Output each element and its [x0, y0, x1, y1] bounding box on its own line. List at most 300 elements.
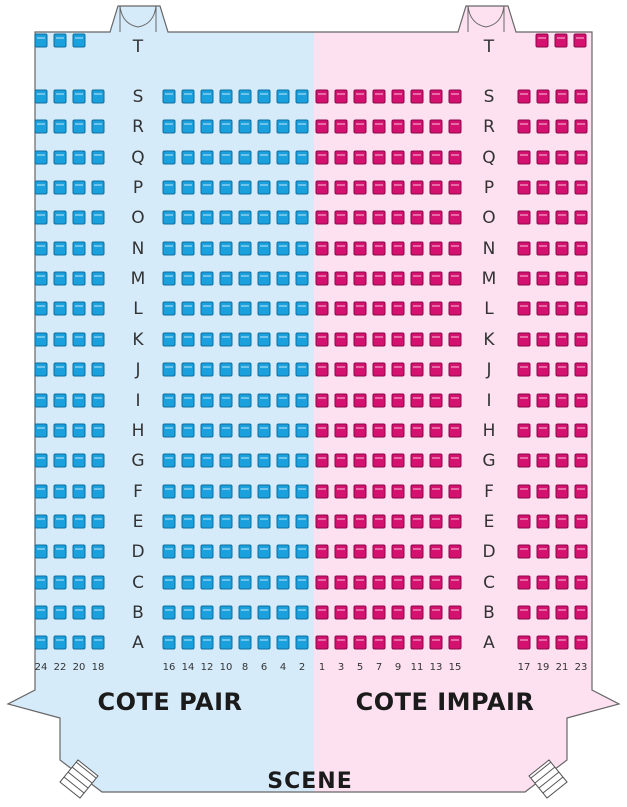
seat-L-even-center-1[interactable] [163, 302, 175, 315]
seat-L-even-center-5[interactable] [239, 302, 251, 315]
seat-L-odd-outer-4[interactable] [575, 302, 587, 315]
seat-H-even-outer-3[interactable] [73, 424, 85, 437]
seat-H-even-center-4[interactable] [220, 424, 232, 437]
seat-P-odd-center-4[interactable] [373, 181, 385, 194]
seat-K-odd-center-8[interactable] [449, 333, 461, 346]
seat-N-even-outer-3[interactable] [73, 242, 85, 255]
seat-I-odd-outer-2[interactable] [537, 394, 549, 407]
seat-C-even-center-5[interactable] [239, 576, 251, 589]
seat-R-even-center-1[interactable] [163, 120, 175, 133]
seat-Q-odd-outer-1[interactable] [518, 151, 530, 164]
seat-L-even-outer-2[interactable] [54, 302, 66, 315]
seat-P-even-center-2[interactable] [182, 181, 194, 194]
seat-S-odd-center-6[interactable] [411, 90, 423, 103]
seat-B-odd-center-2[interactable] [335, 606, 347, 619]
seat-D-odd-center-6[interactable] [411, 545, 423, 558]
seat-L-even-center-8[interactable] [296, 302, 308, 315]
seat-Q-even-center-4[interactable] [220, 151, 232, 164]
seat-R-even-outer-4[interactable] [92, 120, 104, 133]
seat-L-even-center-4[interactable] [220, 302, 232, 315]
seat-A-even-outer-2[interactable] [54, 636, 66, 649]
seat-Q-odd-center-8[interactable] [449, 151, 461, 164]
seat-P-odd-center-7[interactable] [430, 181, 442, 194]
seat-H-odd-center-4[interactable] [373, 424, 385, 437]
seat-H-odd-center-6[interactable] [411, 424, 423, 437]
seat-E-odd-center-2[interactable] [335, 515, 347, 528]
seat-R-odd-center-8[interactable] [449, 120, 461, 133]
seat-S-odd-center-2[interactable] [335, 90, 347, 103]
seat-B-odd-center-4[interactable] [373, 606, 385, 619]
seat-J-even-outer-1[interactable] [35, 363, 47, 376]
seat-L-even-center-6[interactable] [258, 302, 270, 315]
seat-T-left-2[interactable] [54, 34, 66, 47]
seat-B-even-outer-4[interactable] [92, 606, 104, 619]
seat-J-even-center-7[interactable] [277, 363, 289, 376]
seat-E-even-outer-4[interactable] [92, 515, 104, 528]
seat-M-odd-center-3[interactable] [354, 272, 366, 285]
seat-I-even-center-5[interactable] [239, 394, 251, 407]
seat-L-even-outer-4[interactable] [92, 302, 104, 315]
seat-R-odd-outer-3[interactable] [556, 120, 568, 133]
seat-M-even-center-7[interactable] [277, 272, 289, 285]
seat-C-odd-outer-3[interactable] [556, 576, 568, 589]
seat-N-even-center-7[interactable] [277, 242, 289, 255]
seat-E-odd-outer-4[interactable] [575, 515, 587, 528]
seat-B-even-center-4[interactable] [220, 606, 232, 619]
seat-C-even-center-4[interactable] [220, 576, 232, 589]
seat-S-even-center-4[interactable] [220, 90, 232, 103]
seat-B-even-center-2[interactable] [182, 606, 194, 619]
seat-R-even-outer-2[interactable] [54, 120, 66, 133]
seat-C-even-center-3[interactable] [201, 576, 213, 589]
seat-A-odd-center-3[interactable] [354, 636, 366, 649]
seat-G-odd-outer-1[interactable] [518, 454, 530, 467]
seat-C-odd-center-4[interactable] [373, 576, 385, 589]
seat-M-odd-outer-2[interactable] [537, 272, 549, 285]
seat-H-even-center-2[interactable] [182, 424, 194, 437]
seat-D-even-center-5[interactable] [239, 545, 251, 558]
seat-I-odd-center-7[interactable] [430, 394, 442, 407]
seat-Q-even-center-1[interactable] [163, 151, 175, 164]
seat-A-even-center-4[interactable] [220, 636, 232, 649]
seat-N-odd-center-4[interactable] [373, 242, 385, 255]
seat-G-odd-outer-4[interactable] [575, 454, 587, 467]
seat-L-odd-center-4[interactable] [373, 302, 385, 315]
seat-A-even-center-1[interactable] [163, 636, 175, 649]
seat-H-odd-outer-2[interactable] [537, 424, 549, 437]
seat-L-odd-center-7[interactable] [430, 302, 442, 315]
seat-H-odd-center-5[interactable] [392, 424, 404, 437]
seat-G-even-center-4[interactable] [220, 454, 232, 467]
seat-M-odd-center-1[interactable] [316, 272, 328, 285]
seat-J-even-center-3[interactable] [201, 363, 213, 376]
seat-J-odd-center-8[interactable] [449, 363, 461, 376]
seat-O-odd-center-3[interactable] [354, 211, 366, 224]
seat-M-odd-center-2[interactable] [335, 272, 347, 285]
seat-K-odd-center-3[interactable] [354, 333, 366, 346]
seat-E-odd-center-4[interactable] [373, 515, 385, 528]
seat-R-odd-center-7[interactable] [430, 120, 442, 133]
seat-B-odd-outer-4[interactable] [575, 606, 587, 619]
seat-J-odd-outer-3[interactable] [556, 363, 568, 376]
seat-B-odd-outer-1[interactable] [518, 606, 530, 619]
seat-I-even-outer-4[interactable] [92, 394, 104, 407]
seat-S-even-center-3[interactable] [201, 90, 213, 103]
seat-D-even-center-7[interactable] [277, 545, 289, 558]
seat-A-odd-outer-1[interactable] [518, 636, 530, 649]
seat-E-odd-center-8[interactable] [449, 515, 461, 528]
seat-L-even-outer-1[interactable] [35, 302, 47, 315]
seat-I-even-center-2[interactable] [182, 394, 194, 407]
seat-P-even-center-6[interactable] [258, 181, 270, 194]
seat-N-even-center-3[interactable] [201, 242, 213, 255]
seat-S-odd-outer-2[interactable] [537, 90, 549, 103]
seat-P-odd-outer-4[interactable] [575, 181, 587, 194]
seat-A-even-outer-3[interactable] [73, 636, 85, 649]
seat-L-odd-center-1[interactable] [316, 302, 328, 315]
seat-N-odd-outer-2[interactable] [537, 242, 549, 255]
seat-L-odd-outer-3[interactable] [556, 302, 568, 315]
seat-D-odd-center-3[interactable] [354, 545, 366, 558]
seat-M-even-center-4[interactable] [220, 272, 232, 285]
seat-N-odd-center-6[interactable] [411, 242, 423, 255]
seat-S-even-center-2[interactable] [182, 90, 194, 103]
seat-D-odd-outer-4[interactable] [575, 545, 587, 558]
seat-C-odd-center-7[interactable] [430, 576, 442, 589]
seat-F-even-center-6[interactable] [258, 485, 270, 498]
seat-Q-odd-center-3[interactable] [354, 151, 366, 164]
seat-O-even-center-3[interactable] [201, 211, 213, 224]
seat-R-even-center-5[interactable] [239, 120, 251, 133]
seat-E-odd-center-3[interactable] [354, 515, 366, 528]
seat-K-even-outer-3[interactable] [73, 333, 85, 346]
seat-K-odd-outer-1[interactable] [518, 333, 530, 346]
seat-H-even-outer-4[interactable] [92, 424, 104, 437]
seat-O-even-outer-2[interactable] [54, 211, 66, 224]
seat-R-odd-center-5[interactable] [392, 120, 404, 133]
seat-N-even-center-6[interactable] [258, 242, 270, 255]
seat-J-odd-center-7[interactable] [430, 363, 442, 376]
seat-P-even-outer-4[interactable] [92, 181, 104, 194]
seat-A-odd-outer-2[interactable] [537, 636, 549, 649]
seat-H-odd-center-8[interactable] [449, 424, 461, 437]
seat-F-even-outer-3[interactable] [73, 485, 85, 498]
seat-D-odd-outer-2[interactable] [537, 545, 549, 558]
seat-I-even-center-1[interactable] [163, 394, 175, 407]
seat-D-even-center-1[interactable] [163, 545, 175, 558]
seat-G-even-center-2[interactable] [182, 454, 194, 467]
seat-J-even-outer-3[interactable] [73, 363, 85, 376]
seat-O-odd-outer-3[interactable] [556, 211, 568, 224]
seat-D-odd-center-4[interactable] [373, 545, 385, 558]
seat-F-even-outer-4[interactable] [92, 485, 104, 498]
seat-D-odd-center-7[interactable] [430, 545, 442, 558]
seat-J-even-center-4[interactable] [220, 363, 232, 376]
seat-R-even-center-4[interactable] [220, 120, 232, 133]
seat-B-even-center-8[interactable] [296, 606, 308, 619]
seat-R-odd-outer-4[interactable] [575, 120, 587, 133]
seat-Q-odd-center-6[interactable] [411, 151, 423, 164]
seat-T-right-1[interactable] [536, 34, 548, 47]
seat-E-even-outer-3[interactable] [73, 515, 85, 528]
seat-F-even-center-3[interactable] [201, 485, 213, 498]
seat-Q-odd-center-1[interactable] [316, 151, 328, 164]
seat-I-even-outer-1[interactable] [35, 394, 47, 407]
seat-F-odd-center-3[interactable] [354, 485, 366, 498]
seat-E-even-center-7[interactable] [277, 515, 289, 528]
seat-M-even-outer-4[interactable] [92, 272, 104, 285]
seat-M-odd-center-6[interactable] [411, 272, 423, 285]
seat-H-odd-outer-4[interactable] [575, 424, 587, 437]
seat-S-odd-center-5[interactable] [392, 90, 404, 103]
seat-P-even-outer-3[interactable] [73, 181, 85, 194]
seat-D-odd-center-1[interactable] [316, 545, 328, 558]
seat-D-even-center-3[interactable] [201, 545, 213, 558]
seat-D-even-outer-3[interactable] [73, 545, 85, 558]
seat-T-right-3[interactable] [574, 34, 586, 47]
seat-N-even-center-4[interactable] [220, 242, 232, 255]
seat-B-odd-center-3[interactable] [354, 606, 366, 619]
seat-K-even-center-2[interactable] [182, 333, 194, 346]
seat-R-odd-center-3[interactable] [354, 120, 366, 133]
seat-P-odd-center-1[interactable] [316, 181, 328, 194]
seat-L-odd-center-8[interactable] [449, 302, 461, 315]
seat-G-even-outer-1[interactable] [35, 454, 47, 467]
seat-J-odd-center-1[interactable] [316, 363, 328, 376]
seat-C-odd-outer-2[interactable] [537, 576, 549, 589]
seat-A-odd-center-8[interactable] [449, 636, 461, 649]
seat-J-odd-center-3[interactable] [354, 363, 366, 376]
seat-K-even-center-5[interactable] [239, 333, 251, 346]
seat-J-odd-outer-1[interactable] [518, 363, 530, 376]
seat-D-even-outer-4[interactable] [92, 545, 104, 558]
seat-P-odd-outer-2[interactable] [537, 181, 549, 194]
seat-K-even-center-3[interactable] [201, 333, 213, 346]
seat-I-odd-outer-1[interactable] [518, 394, 530, 407]
seat-E-odd-outer-2[interactable] [537, 515, 549, 528]
seat-F-odd-center-7[interactable] [430, 485, 442, 498]
seat-K-even-center-6[interactable] [258, 333, 270, 346]
seat-P-odd-center-2[interactable] [335, 181, 347, 194]
seat-C-odd-outer-1[interactable] [518, 576, 530, 589]
seat-L-even-center-2[interactable] [182, 302, 194, 315]
seat-Q-even-center-3[interactable] [201, 151, 213, 164]
seat-R-odd-center-4[interactable] [373, 120, 385, 133]
seat-R-odd-outer-2[interactable] [537, 120, 549, 133]
seat-B-odd-center-1[interactable] [316, 606, 328, 619]
seat-M-odd-outer-1[interactable] [518, 272, 530, 285]
seat-H-even-center-1[interactable] [163, 424, 175, 437]
seat-C-even-center-6[interactable] [258, 576, 270, 589]
seat-E-even-center-8[interactable] [296, 515, 308, 528]
seat-F-even-center-8[interactable] [296, 485, 308, 498]
seat-K-odd-center-1[interactable] [316, 333, 328, 346]
seat-J-odd-center-2[interactable] [335, 363, 347, 376]
seat-G-odd-outer-3[interactable] [556, 454, 568, 467]
seat-R-odd-center-1[interactable] [316, 120, 328, 133]
seat-L-odd-center-5[interactable] [392, 302, 404, 315]
seat-F-odd-center-8[interactable] [449, 485, 461, 498]
seat-H-even-outer-2[interactable] [54, 424, 66, 437]
seat-P-even-outer-1[interactable] [35, 181, 47, 194]
seat-O-even-center-6[interactable] [258, 211, 270, 224]
seat-S-odd-center-1[interactable] [316, 90, 328, 103]
seat-N-odd-center-3[interactable] [354, 242, 366, 255]
seat-E-odd-outer-3[interactable] [556, 515, 568, 528]
seat-L-odd-outer-1[interactable] [518, 302, 530, 315]
seat-E-even-center-2[interactable] [182, 515, 194, 528]
seat-A-even-center-8[interactable] [296, 636, 308, 649]
seat-G-even-outer-3[interactable] [73, 454, 85, 467]
seat-K-even-outer-4[interactable] [92, 333, 104, 346]
seat-O-odd-outer-1[interactable] [518, 211, 530, 224]
seat-O-even-outer-1[interactable] [35, 211, 47, 224]
seat-M-even-center-5[interactable] [239, 272, 251, 285]
seat-H-odd-center-3[interactable] [354, 424, 366, 437]
seat-N-odd-outer-3[interactable] [556, 242, 568, 255]
seat-G-odd-center-5[interactable] [392, 454, 404, 467]
seat-P-even-center-7[interactable] [277, 181, 289, 194]
seat-Q-odd-outer-2[interactable] [537, 151, 549, 164]
seat-A-odd-outer-4[interactable] [575, 636, 587, 649]
seat-N-odd-center-7[interactable] [430, 242, 442, 255]
seat-F-odd-outer-2[interactable] [537, 485, 549, 498]
seat-G-odd-center-1[interactable] [316, 454, 328, 467]
seat-I-odd-center-4[interactable] [373, 394, 385, 407]
seat-I-even-center-3[interactable] [201, 394, 213, 407]
seat-F-odd-center-5[interactable] [392, 485, 404, 498]
seat-O-even-center-5[interactable] [239, 211, 251, 224]
seat-M-even-center-3[interactable] [201, 272, 213, 285]
seat-L-odd-center-6[interactable] [411, 302, 423, 315]
seat-O-even-center-4[interactable] [220, 211, 232, 224]
seat-K-odd-center-7[interactable] [430, 333, 442, 346]
seat-D-odd-center-8[interactable] [449, 545, 461, 558]
seat-F-even-outer-1[interactable] [35, 485, 47, 498]
seat-F-even-center-7[interactable] [277, 485, 289, 498]
seat-S-even-center-7[interactable] [277, 90, 289, 103]
seat-M-odd-center-7[interactable] [430, 272, 442, 285]
seat-D-even-center-8[interactable] [296, 545, 308, 558]
seat-N-even-center-2[interactable] [182, 242, 194, 255]
seat-S-even-outer-3[interactable] [73, 90, 85, 103]
seat-S-even-center-5[interactable] [239, 90, 251, 103]
seat-S-odd-outer-4[interactable] [575, 90, 587, 103]
seat-K-odd-center-6[interactable] [411, 333, 423, 346]
seat-C-even-outer-3[interactable] [73, 576, 85, 589]
seat-Q-even-center-8[interactable] [296, 151, 308, 164]
seat-G-odd-center-6[interactable] [411, 454, 423, 467]
seat-I-odd-outer-3[interactable] [556, 394, 568, 407]
seat-C-even-center-2[interactable] [182, 576, 194, 589]
seat-C-odd-center-3[interactable] [354, 576, 366, 589]
seat-O-odd-center-7[interactable] [430, 211, 442, 224]
seat-L-even-center-3[interactable] [201, 302, 213, 315]
seat-N-even-center-1[interactable] [163, 242, 175, 255]
seat-S-even-outer-4[interactable] [92, 90, 104, 103]
seat-F-odd-outer-1[interactable] [518, 485, 530, 498]
seat-J-even-outer-2[interactable] [54, 363, 66, 376]
seat-E-even-outer-2[interactable] [54, 515, 66, 528]
seat-C-even-center-7[interactable] [277, 576, 289, 589]
seat-I-even-center-8[interactable] [296, 394, 308, 407]
seat-I-odd-center-1[interactable] [316, 394, 328, 407]
seat-Q-even-center-2[interactable] [182, 151, 194, 164]
seat-O-even-center-8[interactable] [296, 211, 308, 224]
seat-F-even-center-4[interactable] [220, 485, 232, 498]
seat-P-odd-outer-1[interactable] [518, 181, 530, 194]
seat-A-odd-center-4[interactable] [373, 636, 385, 649]
seat-C-odd-center-1[interactable] [316, 576, 328, 589]
seat-L-odd-outer-2[interactable] [537, 302, 549, 315]
seat-Q-even-outer-2[interactable] [54, 151, 66, 164]
seat-T-right-2[interactable] [555, 34, 567, 47]
seat-M-even-outer-3[interactable] [73, 272, 85, 285]
seat-E-odd-center-7[interactable] [430, 515, 442, 528]
seat-F-odd-center-2[interactable] [335, 485, 347, 498]
seat-A-even-center-3[interactable] [201, 636, 213, 649]
seat-A-odd-outer-3[interactable] [556, 636, 568, 649]
seat-D-even-center-2[interactable] [182, 545, 194, 558]
seat-O-odd-center-8[interactable] [449, 211, 461, 224]
seat-G-odd-center-4[interactable] [373, 454, 385, 467]
seat-S-odd-center-3[interactable] [354, 90, 366, 103]
seat-L-even-outer-3[interactable] [73, 302, 85, 315]
seat-G-odd-center-3[interactable] [354, 454, 366, 467]
seat-R-even-center-7[interactable] [277, 120, 289, 133]
seat-K-even-center-7[interactable] [277, 333, 289, 346]
seat-E-odd-center-1[interactable] [316, 515, 328, 528]
seat-F-odd-center-4[interactable] [373, 485, 385, 498]
seat-A-even-center-2[interactable] [182, 636, 194, 649]
seat-H-odd-center-1[interactable] [316, 424, 328, 437]
seat-K-odd-center-2[interactable] [335, 333, 347, 346]
seat-B-odd-center-8[interactable] [449, 606, 461, 619]
seat-Q-odd-center-4[interactable] [373, 151, 385, 164]
seat-H-odd-center-2[interactable] [335, 424, 347, 437]
seat-F-odd-outer-3[interactable] [556, 485, 568, 498]
seat-O-odd-outer-4[interactable] [575, 211, 587, 224]
seat-M-odd-center-4[interactable] [373, 272, 385, 285]
seat-P-even-center-1[interactable] [163, 181, 175, 194]
seat-G-even-center-3[interactable] [201, 454, 213, 467]
seat-C-odd-center-8[interactable] [449, 576, 461, 589]
seat-M-odd-outer-4[interactable] [575, 272, 587, 285]
seat-I-even-center-4[interactable] [220, 394, 232, 407]
seat-O-odd-center-4[interactable] [373, 211, 385, 224]
seat-G-even-center-8[interactable] [296, 454, 308, 467]
seat-Q-odd-center-2[interactable] [335, 151, 347, 164]
seat-M-even-center-6[interactable] [258, 272, 270, 285]
seat-P-even-center-8[interactable] [296, 181, 308, 194]
seat-S-even-center-6[interactable] [258, 90, 270, 103]
seat-D-even-center-6[interactable] [258, 545, 270, 558]
seat-H-even-center-7[interactable] [277, 424, 289, 437]
seat-M-even-outer-2[interactable] [54, 272, 66, 285]
seat-S-odd-outer-1[interactable] [518, 90, 530, 103]
seat-M-even-outer-1[interactable] [35, 272, 47, 285]
seat-E-even-center-1[interactable] [163, 515, 175, 528]
seat-P-odd-center-6[interactable] [411, 181, 423, 194]
seat-B-even-outer-3[interactable] [73, 606, 85, 619]
seat-C-even-outer-4[interactable] [92, 576, 104, 589]
seat-G-even-center-5[interactable] [239, 454, 251, 467]
seat-Q-even-center-6[interactable] [258, 151, 270, 164]
seat-N-even-center-5[interactable] [239, 242, 251, 255]
seat-A-odd-center-2[interactable] [335, 636, 347, 649]
seat-Q-odd-center-5[interactable] [392, 151, 404, 164]
seat-B-even-center-6[interactable] [258, 606, 270, 619]
